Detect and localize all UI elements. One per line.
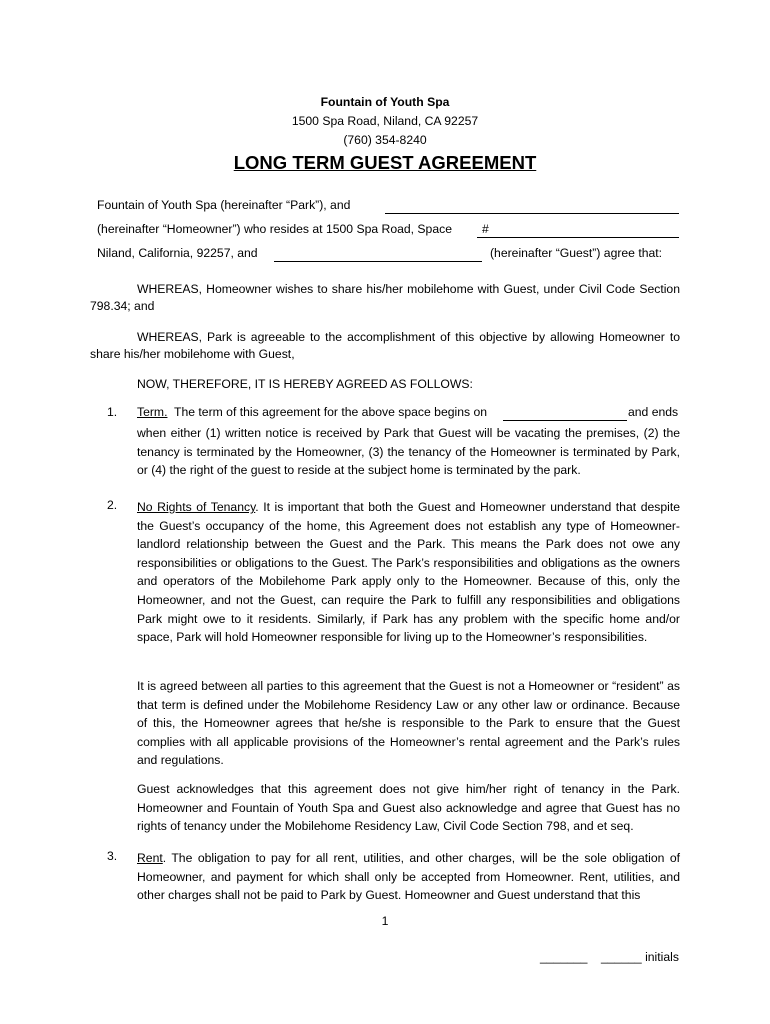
space-hash: # bbox=[482, 222, 489, 236]
section-1-number: 1. bbox=[107, 405, 118, 419]
initials-label: initials bbox=[645, 950, 679, 964]
section-1-heading: Term. bbox=[137, 405, 168, 419]
park-address: 1500 Spa Road, Niland, CA 92257 bbox=[291, 114, 479, 128]
section-1-first-line-b: and ends bbox=[628, 405, 679, 419]
section-1-first-line bbox=[137, 405, 487, 419]
whereas-1-cont: 798.34; and bbox=[90, 299, 155, 313]
section-2-heading: No Rights of Tenancy bbox=[137, 500, 256, 514]
section-3-text: . The obligation to pay for all rent, utilities, and other charges, will be the sole obligation of Homeowner, and payment for which shall only be accepted from Homeowner. Rent, utilities, and other charges shall not be paid to Park by Guest. Homeowner and Guest understand that this bbox=[137, 851, 680, 903]
guest-name-blank[interactable] bbox=[274, 261, 482, 262]
park-phone: (760) 354-8240 bbox=[343, 133, 427, 147]
whereas-2-cont: share his/her mobilehome with Guest, bbox=[90, 347, 295, 361]
section-3-heading: Rent bbox=[137, 851, 163, 865]
section-3-body bbox=[137, 849, 680, 905]
intro-line-2: (hereinafter “Homeowner”) who resides at 1500 Spa Road, Space bbox=[97, 222, 452, 236]
whereas-1: WHEREAS, Homeowner wishes to share his/her mobilehome with Guest, under Civil Code Section bbox=[137, 282, 680, 296]
section-1-first-line-a: The term of this agreement for the above space begins on bbox=[174, 405, 488, 419]
initials-blank-1[interactable]: _______ bbox=[540, 950, 588, 964]
intro-line-3: Niland, California, 92257, and bbox=[97, 246, 258, 260]
now-therefore: NOW, THEREFORE, IT IS HEREBY AGREED AS FOLLOWS: bbox=[137, 377, 473, 391]
park-name: Fountain of Youth Spa bbox=[320, 95, 450, 109]
intro-line-1: Fountain of Youth Spa (hereinafter “Park”), and bbox=[97, 198, 351, 212]
section-2-paragraph-2: It is agreed between all parties to this agreement that the Guest is not a Homeowner or “resident” as that term is defined under the Mobilehome Residency Law or any other law or ordinance. Because of this, the Homeowner agrees that he/she is responsible to the Park to ensure that the Guest complies with all applicable provisions of the Homeowner’s rental agreement and the Park’s rules and regulations. bbox=[137, 679, 680, 768]
section-2-paragraph-3: Guest acknowledges that this agreement does not give him/her right of tenancy in the Park. Homeowner and Fountain of Youth Spa and Guest also acknowledge and agree that Guest has no rights of tenancy under the Mobilehome Residency Law, Civil Code Section 798, and et seq. bbox=[137, 782, 680, 834]
page-number: 1 bbox=[381, 914, 389, 928]
section-3-number: 3. bbox=[107, 849, 118, 863]
initials-line bbox=[540, 950, 679, 964]
intro-line-3-tail: (hereinafter “Guest”) agree that: bbox=[490, 246, 663, 260]
whereas-2: WHEREAS, Park is agreeable to the accomplishment of this objective by allowing Homeowner to bbox=[137, 330, 680, 344]
start-date-blank[interactable] bbox=[503, 420, 627, 421]
space-number-blank[interactable] bbox=[477, 237, 679, 238]
homeowner-name-blank[interactable] bbox=[385, 213, 679, 214]
section-2-number: 2. bbox=[107, 498, 118, 512]
initials-blank-2[interactable]: ______ bbox=[601, 950, 642, 964]
section-2-text: . It is important that both the Guest and Homeowner understand that despite the Guest’s occupancy of the home, this Agreement does not establish any type of Homeowner-landlord relationship between the Guest and the Park. This means the Park does not owe any responsibilities or obligations to the Guest. The Park’s responsibilities and obligations as the owners and operators of the Mobilehome Park apply only to the Homeowner. Because of this, only the Homeowner, and not the Guest, can require the Park to fulfill any responsibilities and obligations Park might owe to it residents. Similarly, if Park has any problem with the specific home and/or space, Park will hold Homeowner responsible for living up to the Homeowner’s responsibilities. bbox=[137, 500, 680, 645]
section-1-body: when either (1) written notice is received by Park that Guest will be vacating the premises, (2) the tenancy is terminated by the Homeowner, (3) the tenancy of the Homeowner is terminated by Park, or (4) the right of the guest to reside at the subject home is terminated by the park. bbox=[137, 426, 680, 478]
section-2-body bbox=[137, 498, 680, 647]
page-title: LONG TERM GUEST AGREEMENT bbox=[233, 152, 537, 173]
